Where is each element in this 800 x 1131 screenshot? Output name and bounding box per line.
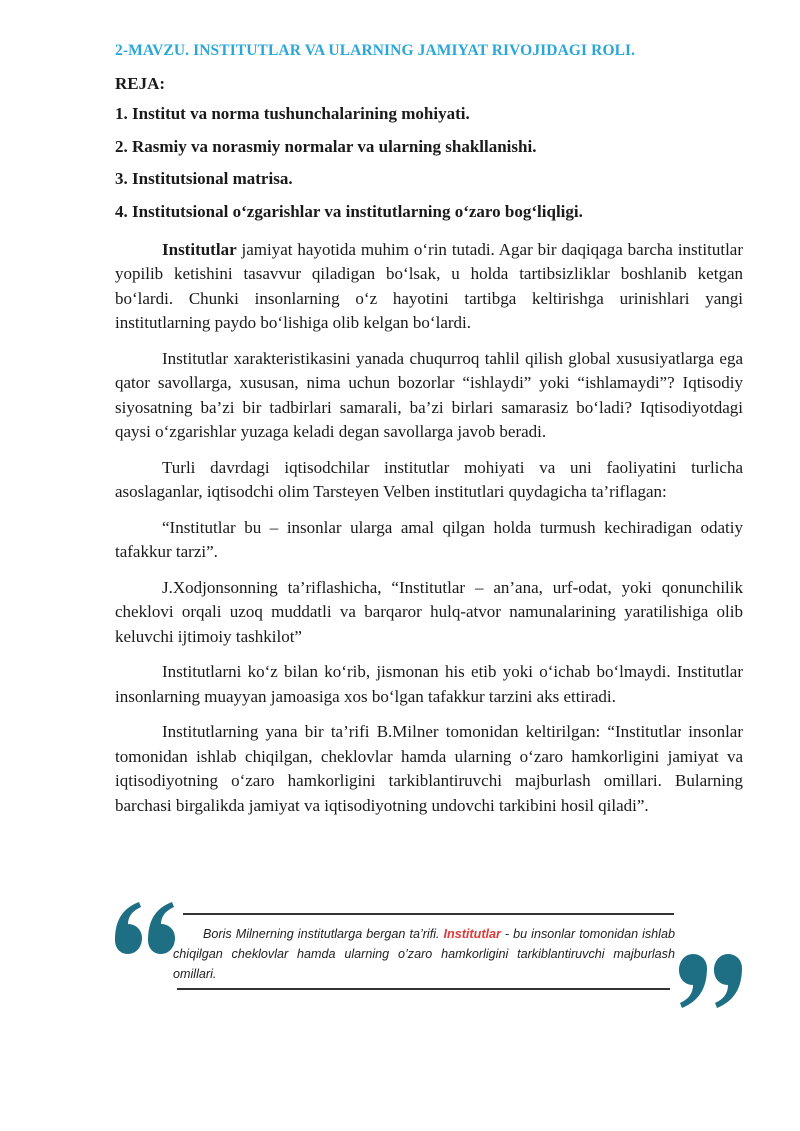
plan-item: 2. Rasmiy va norasmiy normalar va ularning shakllanishi. [115,136,537,156]
paragraph-text: J.Xodjonsonning ta’riflashicha, “Institutlar – an’ana, urf-odat, yoki qonunchilik cheklovi orqali uzoq muddatli va barqaror hulq-atvor namunalarining yaratilishiga olib keluvchi ijtimoiy tashkilot” [115,577,743,646]
paragraph [115,456,743,505]
document-page [115,42,743,829]
quote-highlight: Institutlar [443,927,501,941]
paragraph-text: Institutlarni ko‘z bilan ko‘rib, jismonan his etib yoki o‘ichab bo‘lmaydi. Institutlar insonlarning muayyan jamoasiga xos bo‘lgan tafakkur tarzini aks ettiradi. [115,662,743,706]
paragraph-text: jamiyat hayotida muhim o‘rin tutadi. Agar bir daqiqaga barcha institutlar yopilib ketishini tasavvur qiladigan bo‘lsak, u holda tartibsizliklar boshlanib ketgan bo‘lardi. Chunki insonlarning o‘z hayotini tartibga keltirishga urinishlari yangi institutlarning paydo bo‘lishiga olib kelgan bo‘lardi. [115,239,743,332]
paragraph-text: Institutlarning yana bir ta’rifi B.Milner tomonidan keltirilgan: “Institutlar insonlar tomonidan ishlab chiqilgan, cheklovlar hamda ularning o‘zaro hamkorligini jamiyat va iqtisodiyotning o‘zaro hamkorligini tarkiblantiruvchi majburlash omillari. Bularning barchasi birgalikda jamiyat va iqtisodiyotning undovchi tarkibini hosil qiladi”. [115,722,743,815]
quote-top-rule [183,913,674,915]
quote-bottom-rule [177,988,670,990]
paragraph [115,576,743,650]
quote-box [115,902,745,1002]
close-quote-icon [678,954,744,1008]
plan-list [115,104,743,222]
plan-item: 1. Institut va norma tushunchalarining mohiyati. [115,104,470,123]
topic-heading: 2-MAVZU. INSTITUTLAR VA ULARNING JAMIYAT RIVOJIDAGI ROLI. [115,42,636,59]
quote-text-before: Boris Milnerning institutlarga bergan ta’rifi. [203,927,444,941]
paragraph-text: “Institutlar bu – insonlar ularga amal qilgan holda turmush kechiradigan odatiy tafakkur tarzi”. [115,517,743,561]
paragraph [115,516,743,565]
plan-item: 3. Institutsional matrisa. [115,169,293,188]
open-quote-icon [115,902,177,954]
paragraph-text: Turli davrdagi iqtisodchilar institutlar mohiyati va uni faoliyatini turlicha asoslaganlar, iqtisodchi olim Tarsteyen Velben institutlari quydagicha ta’riflagan: [115,457,743,501]
paragraph [115,238,743,336]
quote-text-after: - bu insonlar tomonidan ishlab chiqilgan cheklovlar hamda ularning o’zaro hamkorligini tarkiblantiruvchi majburlash omillari. [173,927,675,981]
plan-item: 4. Institutsional o‘zgarishlar va institutlarning o‘zaro bog‘liqligi. [115,201,583,221]
plan-title: REJA: [115,74,166,93]
paragraph-bold-lead: Institutlar [162,239,237,259]
body-text [115,238,743,819]
paragraph-text: Institutlar xarakteristikasini yanada chuqurroq tahlil qilish global xususiyatlarga ega qator savollarga, xususan, nima uchun bozorlar “ishlaydi” yoki “ishlamaydi”? Iqtisodiy siyosatning ba’zi bir tadbirlari samarali, ba’zi birlari samarasiz bo‘ladi? Iqtisodiyotdagi qaysi o‘zgarishlar yuzaga keladi degan savollarga javob beradi. [115,348,743,441]
quote-text [173,924,675,984]
paragraph [115,720,743,818]
paragraph [115,660,743,709]
paragraph [115,347,743,445]
